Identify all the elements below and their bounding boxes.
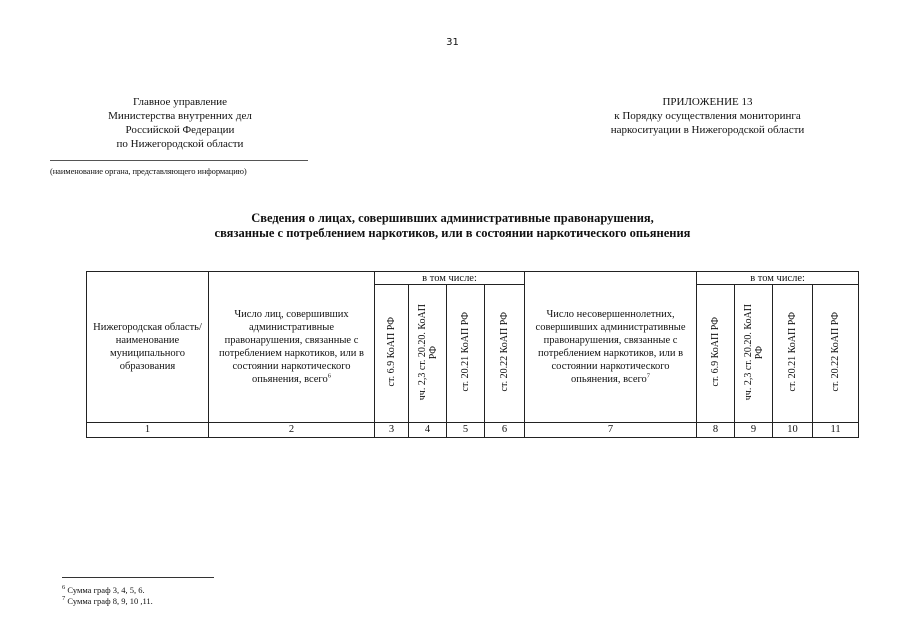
- column-number: 2: [209, 423, 375, 438]
- column-number: 1: [87, 423, 209, 438]
- header-art-20-21: ст. 20.21 КоАП РФ: [447, 285, 485, 423]
- page-number: 31: [446, 37, 459, 48]
- appendix-header-block: [570, 95, 845, 137]
- organization-name-block: [60, 95, 300, 151]
- appendix-line: ПРИЛОЖЕНИЕ 13: [662, 96, 753, 108]
- header-minor-art-6-9: ст. 6.9 КоАП РФ: [697, 285, 735, 423]
- header-including-1: в том числе:: [375, 272, 525, 285]
- footnote: $^6$ Сумма граф 3, 4, 5, 6.: [62, 584, 145, 595]
- column-number: 4: [409, 423, 447, 438]
- document-title: [0, 211, 905, 241]
- footnote-ref: 7: [646, 372, 651, 380]
- column-number: 11: [813, 423, 859, 438]
- footnote-ref: 6: [327, 372, 331, 380]
- header-total-persons: Число лиц, совершивших административные правонарушения, связанные с потреблением наркотиков, или в состоянии наркотического опьянения, всего$^6$: [209, 272, 375, 423]
- footnote: $^7$ Сумма граф 8, 9, 10 ,11.: [62, 595, 153, 606]
- org-line: Министерства внутренних дел: [108, 110, 252, 122]
- footnote-separator: [62, 577, 214, 578]
- column-number: 7: [525, 423, 697, 438]
- header-minor-art-20-22: ст. 20.22 КоАП РФ: [813, 285, 859, 423]
- org-line: Главное управление: [132, 96, 228, 108]
- appendix-line: наркоситуации в Нижегородской области: [610, 124, 805, 136]
- report-table: [86, 271, 859, 438]
- header-minor-art-20-20: чч. 2,3 ст. 20.20. КоАП РФ: [735, 285, 773, 423]
- column-number: 10: [773, 423, 813, 438]
- appendix-line: к Порядку осуществления мониторинга: [614, 110, 801, 122]
- column-number: 8: [697, 423, 735, 438]
- organization-underline: [50, 160, 308, 161]
- header-region: Нижегородская область/ наименование муниципального образования: [87, 272, 209, 423]
- header-total-minors: Число несовершеннолетних, совершивших административные правонарушения, связанные с потреблением наркотиков, или в состоянии наркотического опьянения, всего$^7$: [525, 272, 697, 423]
- header-minor-art-20-21: ст. 20.21 КоАП РФ: [773, 285, 813, 423]
- org-line: по Нижегородской области: [116, 138, 244, 150]
- column-numbers-row: [87, 423, 859, 438]
- org-line: Российской Федерации: [125, 124, 235, 136]
- footnotes: [62, 585, 153, 607]
- column-number: 5: [447, 423, 485, 438]
- header-art-20-22: ст. 20.22 КоАП РФ: [485, 285, 525, 423]
- header-art-20-20: чч. 2,3 ст. 20.20. КоАП РФ: [409, 285, 447, 423]
- column-number: 6: [485, 423, 525, 438]
- column-number: 3: [375, 423, 409, 438]
- title-line-2: связанные с потреблением наркотиков, или в состоянии наркотического опьянения: [214, 226, 691, 240]
- header-including-2: в том числе:: [697, 272, 859, 285]
- organization-caption: (наименование органа, представляющего информацию): [50, 166, 247, 176]
- column-number: 9: [735, 423, 773, 438]
- title-line-1: Сведения о лицах, совершивших административные правонарушения,: [251, 211, 654, 225]
- header-art-6-9: ст. 6.9 КоАП РФ: [375, 285, 409, 423]
